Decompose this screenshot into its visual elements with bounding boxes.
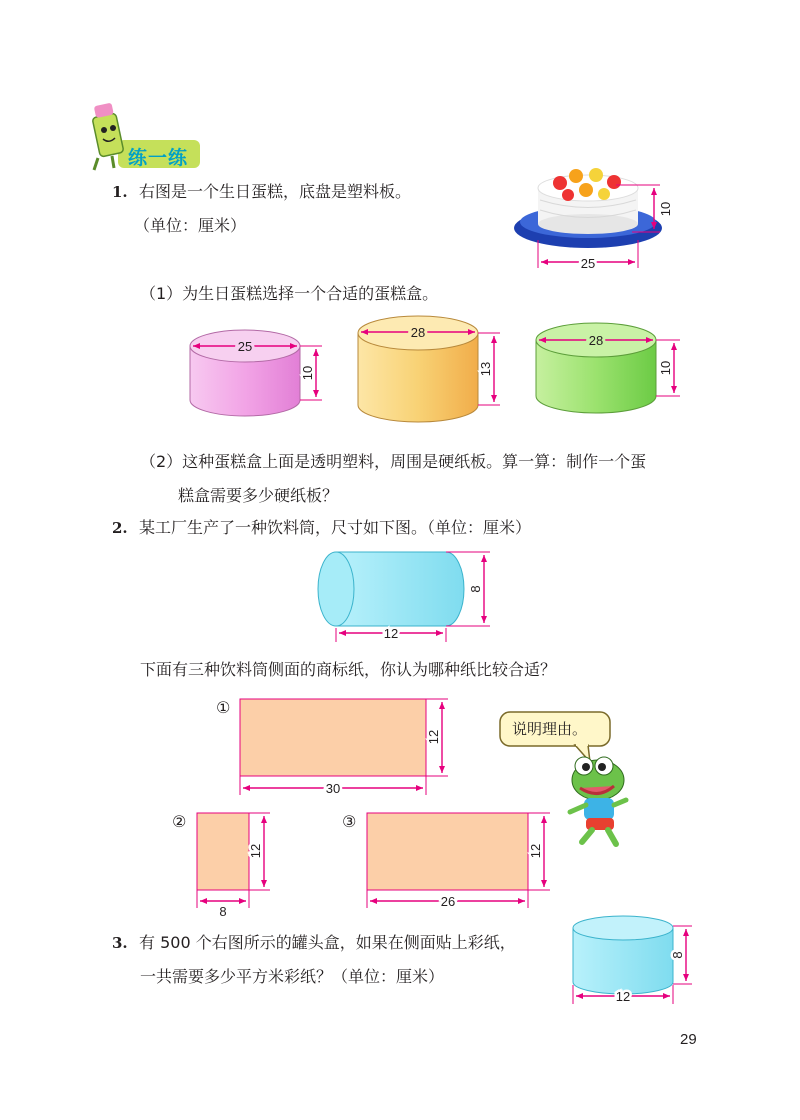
box3-diameter-label: 28 (588, 333, 604, 348)
box1-height-label: 10 (300, 365, 315, 381)
tin-diameter-label: 12 (615, 989, 631, 1004)
frog-mascot-icon (570, 757, 626, 844)
paper2-width-label: 8 (219, 904, 227, 919)
problem-3-number: 3. (112, 934, 128, 952)
label-paper-1 (240, 699, 448, 795)
paper1-height-label: 12 (426, 729, 441, 745)
paper-3-marker: ③ (342, 812, 357, 831)
box2-diameter-label: 28 (410, 325, 426, 340)
paper-1-marker: ① (216, 698, 231, 717)
paper3-height-label: 12 (528, 843, 543, 859)
problem-1-unit: （单位：厘米） (134, 216, 247, 235)
box1-diameter-label: 25 (237, 339, 253, 354)
paper2-height-label: 12 (248, 843, 263, 859)
tin-height-label: 8 (670, 951, 685, 959)
label-paper-2 (197, 813, 270, 908)
speech-bubble-text: 说明理由。 (512, 720, 588, 738)
paper1-width-label: 30 (325, 781, 341, 796)
can-height-label: 8 (468, 585, 483, 593)
problem-1-text: 右图是一个生日蛋糕，底盘是塑料板。 (139, 182, 412, 201)
problem-2-text: 某工厂生产了一种饮料筒，尺寸如下图。（单位：厘米） (139, 518, 532, 537)
problem-2-question: 下面有三种饮料筒侧面的商标纸，你认为哪种纸比较合适？ (140, 660, 557, 679)
label-paper-3 (367, 813, 550, 908)
drink-can-illustration (318, 552, 490, 642)
paper-2-marker: ② (172, 812, 187, 831)
cake-diameter-label: 25 (580, 256, 596, 271)
problem-3-line1: 有 500 个右图所示的罐头盒，如果在侧面贴上彩纸， (139, 933, 516, 952)
tin-can-illustration (573, 916, 692, 1004)
problem-2-number: 2. (112, 519, 128, 537)
paper3-width-label: 26 (440, 894, 456, 909)
page-number: 29 (680, 1031, 697, 1048)
problem-1-sub1: （1）为生日蛋糕选择一个合适的蛋糕盒。 (140, 284, 439, 303)
section-title: 练一练 (128, 147, 189, 169)
can-length-label: 12 (383, 626, 399, 641)
problem-1-sub2-line2: 糕盒需要多少硬纸板？ (178, 486, 339, 505)
problem-1-sub2-line1: （2）这种蛋糕盒上面是透明塑料，周围是硬纸板。算一算：制作一个蛋 (140, 452, 647, 471)
problem-3-line2: 一共需要多少平方米彩纸？（单位：厘米） (140, 967, 445, 986)
problem-1-number: 1. (112, 183, 128, 201)
box2-height-label: 13 (478, 361, 493, 377)
cake-height-label: 10 (658, 201, 673, 217)
birthday-cake-illustration (514, 168, 662, 248)
box3-height-label: 10 (658, 360, 673, 376)
